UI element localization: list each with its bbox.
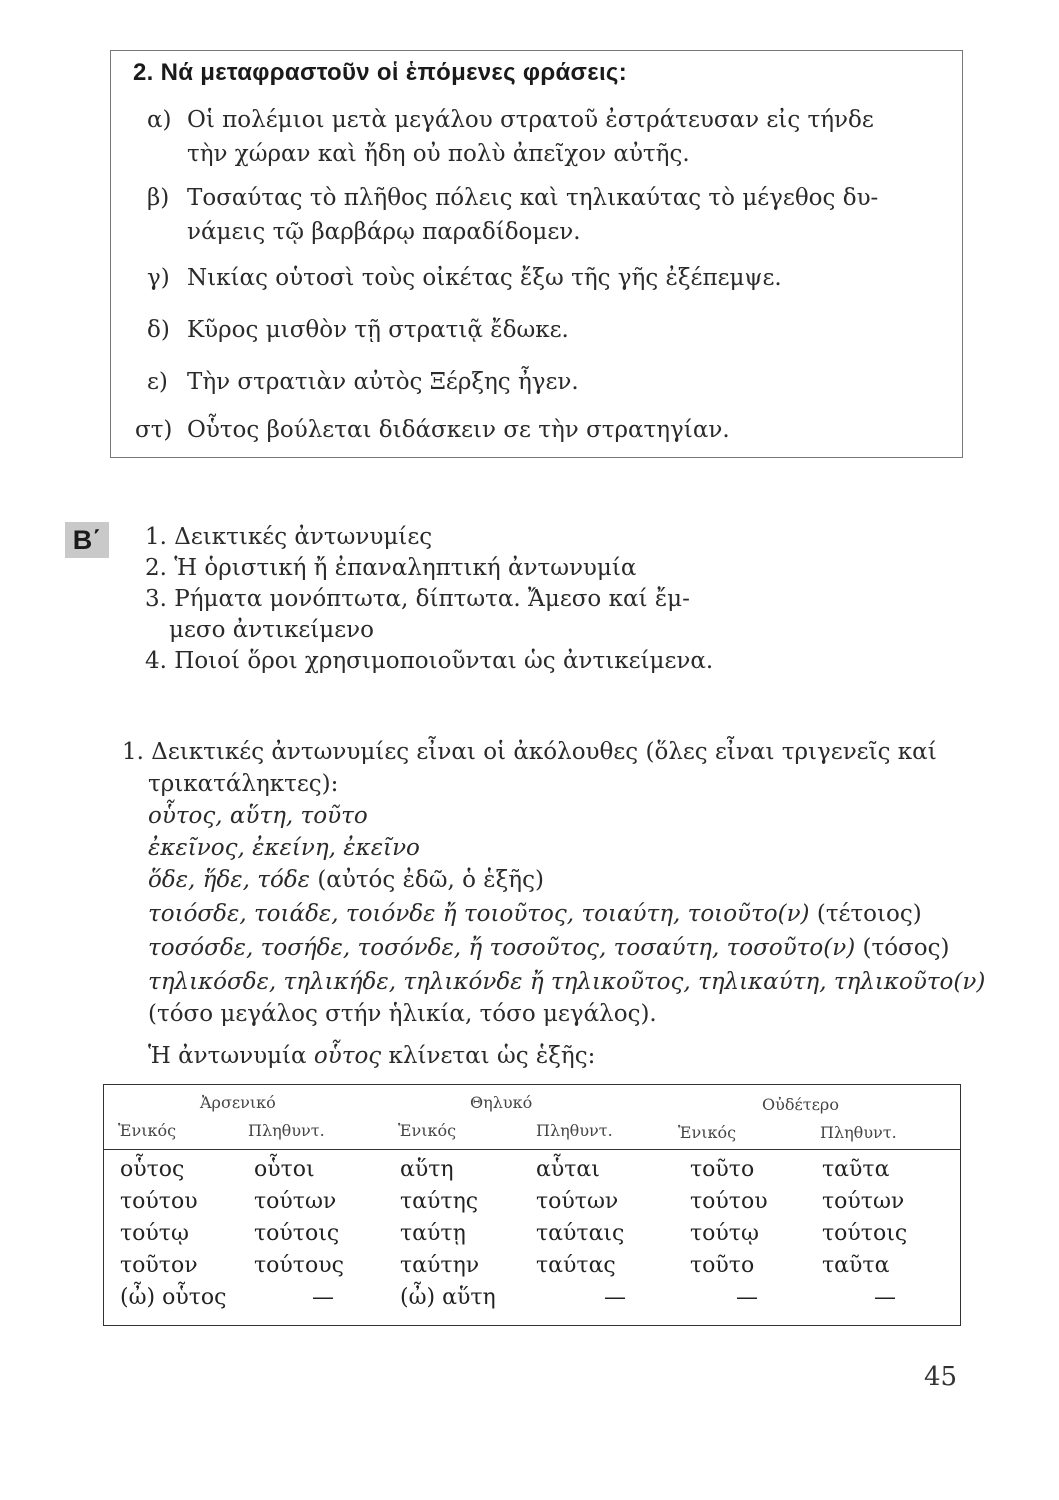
table-cell: τούτους: [254, 1253, 344, 1278]
pronoun-line: ἐκεῖνος, ἐκείνη, ἐκεῖνο: [148, 835, 420, 861]
table-cell: (ὦ) οὗτος: [120, 1285, 227, 1310]
toc-item: 4. Ποιοί ὅροι χρησιμοποιοῦνται ὡς ἀντικείμενα.: [145, 648, 714, 674]
pronoun-line: [148, 864, 544, 897]
toc-item: 3. Ρήματα μονόπτωτα, δίπτωτα. Ἄμεσο καί ἔμ-: [145, 586, 690, 612]
table-cell: τούτων: [822, 1189, 905, 1214]
exercise-item-e: [147, 365, 579, 399]
item-line: τὴν χώραν καὶ ἤδη οὐ πολὺ ἀπεῖχον αὐτῆς.: [187, 141, 690, 167]
gender-header: Ἀρσενικό: [200, 1093, 276, 1112]
number-header: Ἑνικός: [678, 1123, 737, 1142]
table-cell: τούτῳ: [690, 1221, 759, 1246]
table-cell: ταύτας: [536, 1253, 616, 1278]
table-cell: τούτου: [690, 1189, 768, 1214]
item-line: Κῦρος μισθὸν τῇ στρατιᾷ ἔδωκε.: [187, 317, 569, 343]
item-label: στ): [135, 417, 173, 443]
item-label: δ): [147, 317, 170, 343]
pronoun-line: [148, 932, 949, 965]
pronoun-gloss: (τόσος): [855, 935, 950, 961]
item-line: Οἱ πολέμιοι μετὰ μεγάλου στρατοῦ ἐστράτευσαν εἰς τήνδε: [187, 107, 874, 133]
declension-text: κλίνεται ὡς ἑξῆς:: [381, 1043, 596, 1069]
table-cell: —: [736, 1285, 758, 1310]
header-rule: [104, 1149, 960, 1150]
exercise-item-d: [147, 313, 569, 347]
table-cell: ταῦτα: [822, 1253, 890, 1278]
table-cell: αὕτη: [400, 1157, 454, 1182]
table-cell: τοῦτο: [690, 1253, 755, 1278]
section-badge: Β΄: [65, 522, 109, 558]
intro-line: 1. Δεικτικές ἀντωνυμίες εἶναι οἱ ἀκόλουθες (ὅλες εἶναι τριγενεῖς καί: [122, 739, 937, 765]
gender-header: Οὐδέτερο: [762, 1095, 839, 1114]
number-header: Πληθυντ.: [248, 1121, 325, 1140]
table-cell: ταύτῃ: [400, 1221, 466, 1246]
declension-text: Ἡ ἀντωνυμία: [148, 1043, 314, 1069]
declension-intro: [148, 1040, 595, 1073]
number-header: Πληθυντ.: [536, 1121, 613, 1140]
table-cell: —: [312, 1285, 334, 1310]
toc-item: μεσο ἀντικείμενο: [169, 617, 374, 643]
item-label: β): [147, 185, 170, 211]
table-cell: τούτοις: [254, 1221, 340, 1246]
table-cell: τούτου: [120, 1189, 198, 1214]
item-line: Νικίας οὑτοσὶ τοὺς οἰκέτας ἔξω τῆς γῆς ἐξέπεμψε.: [187, 265, 782, 291]
table-cell: οὗτος: [120, 1157, 185, 1182]
item-line: νάμεις τῷ βαρβάρῳ παραδίδομεν.: [187, 219, 581, 245]
table-cell: τοῦτον: [120, 1253, 198, 1278]
item-label: α): [147, 107, 172, 133]
gender-header: Θηλυκό: [470, 1093, 533, 1112]
table-cell: οὗτοι: [254, 1157, 315, 1182]
pronoun-forms: τοσόσδε, τοσήδε, τοσόνδε, ἤ τοσοῦτος, τοσαύτη, τοσοῦτο(ν): [148, 935, 856, 961]
pronoun-forms: τοιόσδε, τοιάδε, τοιόνδε ἤ τοιοῦτος, τοιαύτη, τοιοῦτο(ν): [148, 901, 810, 927]
table-cell: —: [874, 1285, 896, 1310]
toc-item: 2. Ἡ ὁριστική ἤ ἐπαναληπτική ἀντωνυμία: [145, 555, 637, 581]
table-cell: τοῦτο: [690, 1157, 755, 1182]
exercise-item-b: [147, 181, 878, 249]
table-cell: —: [604, 1285, 626, 1310]
pronoun-line: [148, 898, 922, 931]
number-header: Ἑνικός: [118, 1121, 177, 1140]
pronoun-line: οὗτος, αὕτη, τοῦτο: [148, 803, 368, 829]
pronoun-gloss: (αὐτός ἐδῶ, ὁ ἑξῆς): [310, 867, 544, 893]
item-line: Τὴν στρατιὰν αὐτὸς Ξέρξης ἦγεν.: [187, 369, 579, 395]
pronoun-gloss: (τέτοιος): [809, 901, 922, 927]
table-cell: αὗται: [536, 1157, 600, 1182]
table-cell: ταῦτα: [822, 1157, 890, 1182]
pronoun-line: (τόσο μεγάλος στήν ἡλικία, τόσο μεγάλος).: [148, 1001, 657, 1027]
page-number: 45: [924, 1362, 958, 1392]
item-label: γ): [147, 265, 170, 291]
table-cell: τούτῳ: [120, 1221, 189, 1246]
pronoun-forms: ὅδε, ἥδε, τόδε: [148, 867, 311, 893]
item-label: ε): [147, 369, 168, 395]
table-cell: τούτων: [536, 1189, 619, 1214]
pronoun-line: τηλικόσδε, τηλικήδε, τηλικόνδε ἤ τηλικοῦτος, τηλικαύτη, τηλικοῦτο(ν): [148, 969, 986, 995]
table-cell: ταύτην: [400, 1253, 480, 1278]
section-contents: [145, 522, 713, 677]
intro-line: τρικατάληκτες):: [148, 771, 339, 797]
declension-word: οὗτος: [313, 1043, 382, 1069]
toc-item: 1. Δεικτικές ἀντωνυμίες: [145, 524, 433, 550]
item-line: Τοσαύτας τὸ πλῆθος πόλεις καὶ τηλικαύτας τὸ μέγεθος δυ-: [187, 185, 879, 211]
exercise-item-a: [147, 103, 874, 171]
exercise-title: 2. Νά μεταφραστοῦν οἱ ἑπόμενες φράσεις:: [133, 59, 627, 86]
table-cell: τούτοις: [822, 1221, 908, 1246]
exercise-item-c: [147, 261, 782, 295]
number-header: Ἑνικός: [398, 1121, 457, 1140]
table-cell: ταύτης: [400, 1189, 479, 1214]
declension-table: [103, 1084, 961, 1326]
number-header: Πληθυντ.: [820, 1123, 897, 1142]
table-cell: ταύταις: [536, 1221, 625, 1246]
item-line: Οὗτος βούλεται διδάσκειν σε τὴν στρατηγίαν.: [187, 417, 730, 443]
table-cell: (ὦ) αὕτη: [400, 1285, 496, 1310]
exercise-item-f: [135, 413, 730, 447]
exercise-box: [110, 50, 963, 458]
table-cell: τούτων: [254, 1189, 337, 1214]
